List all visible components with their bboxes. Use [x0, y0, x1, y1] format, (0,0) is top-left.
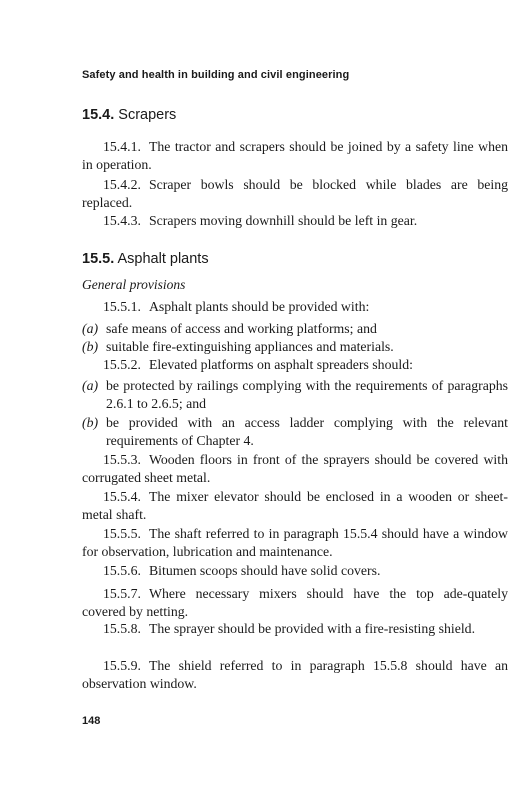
- paragraph-text: The sprayer should be provided with a fire-resisting shield.: [148, 621, 476, 636]
- paragraph-15-4-1: [82, 138, 508, 174]
- paragraph-text: The shield referred to in paragraph 15.5.8 should have an observation window.: [82, 658, 508, 691]
- paragraph-15-5-5: [82, 525, 508, 561]
- paragraph-15-4-3: [82, 212, 508, 230]
- section-heading-asphalt-plants: [82, 251, 209, 267]
- paragraph-number: 15.5.8.: [103, 621, 141, 636]
- list-text: safe means of access and working platforms; and: [106, 321, 377, 336]
- paragraph-text: Scrapers moving downhill should be left in gear.: [148, 213, 418, 228]
- paragraph-number: 15.5.5.: [103, 526, 141, 541]
- list-label: (b): [82, 415, 99, 430]
- paragraph-number: 15.5.1.: [103, 299, 141, 314]
- paragraph-15-5-2: [82, 356, 508, 374]
- paragraph-number: 15.4.1.: [103, 139, 141, 154]
- paragraph-text: Wooden floors in front of the sprayers should be covered with corrugated sheet metal.: [82, 452, 508, 485]
- page-number: 148: [82, 715, 101, 727]
- list-item-15-5-2-b: [82, 414, 508, 450]
- paragraph-text: The tractor and scrapers should be joined by a safety line when in operation.: [82, 139, 508, 172]
- list-item-15-5-2-a: [82, 377, 508, 413]
- list-label: (a): [82, 321, 99, 336]
- section-number: 15.4.: [82, 107, 115, 123]
- paragraph-text: Where necessary mixers should have the top ade-quately covered by netting.: [82, 586, 508, 619]
- paragraph-15-5-4: [82, 488, 508, 524]
- section-heading-scrapers: [82, 107, 176, 123]
- paragraph-text: Asphalt plants should be provided with:: [148, 299, 370, 314]
- subheading-general-provisions: General provisions: [82, 277, 186, 292]
- paragraph-number: 15.4.2.: [103, 177, 141, 192]
- paragraph-text: Elevated platforms on asphalt spreaders should:: [148, 357, 413, 372]
- list-text: be provided with an access ladder complying with the relevant requirements of Chapter 4.: [106, 415, 508, 448]
- paragraph-number: 15.5.2.: [103, 357, 141, 372]
- paragraph-number: 15.5.7.: [103, 586, 141, 601]
- list-text: suitable fire-extinguishing appliances and materials.: [106, 339, 394, 354]
- paragraph-15-5-1: [82, 298, 508, 316]
- paragraph-15-5-6: [82, 562, 508, 580]
- paragraph-15-5-7: [82, 585, 508, 621]
- paragraph-number: 15.5.9.: [103, 658, 141, 673]
- list-item-15-5-1-a: [82, 320, 508, 338]
- list-label: (a): [82, 378, 99, 393]
- paragraph-15-5-9: [82, 657, 508, 693]
- list-item-15-5-1-b: [82, 338, 508, 356]
- paragraph-number: 15.5.3.: [103, 452, 141, 467]
- paragraph-15-5-8: [82, 620, 508, 638]
- paragraph-text: Bitumen scoops should have solid covers.: [148, 563, 381, 578]
- running-head: Safety and health in building and civil engineering: [82, 69, 350, 81]
- paragraph-number: 15.4.3.: [103, 213, 141, 228]
- section-number: 15.5.: [82, 251, 115, 267]
- paragraph-number: 15.5.6.: [103, 563, 141, 578]
- paragraph-15-4-2: [82, 176, 508, 212]
- paragraph-text: Scraper bowls should be blocked while blades are being replaced.: [82, 177, 508, 210]
- section-title: Asphalt plants: [117, 251, 209, 267]
- list-label: (b): [82, 339, 99, 354]
- paragraph-text: The mixer elevator should be enclosed in a wooden or sheet-metal shaft.: [82, 489, 508, 522]
- paragraph-15-5-3: [82, 451, 508, 487]
- list-text: be protected by railings complying with the requirements of paragraphs 2.6.1 to 2.6.5; and: [106, 378, 508, 411]
- paragraph-text: The shaft referred to in paragraph 15.5.4 should have a window for observation, lubrication and maintenance.: [82, 526, 508, 559]
- section-title: Scrapers: [118, 107, 177, 123]
- paragraph-number: 15.5.4.: [103, 489, 141, 504]
